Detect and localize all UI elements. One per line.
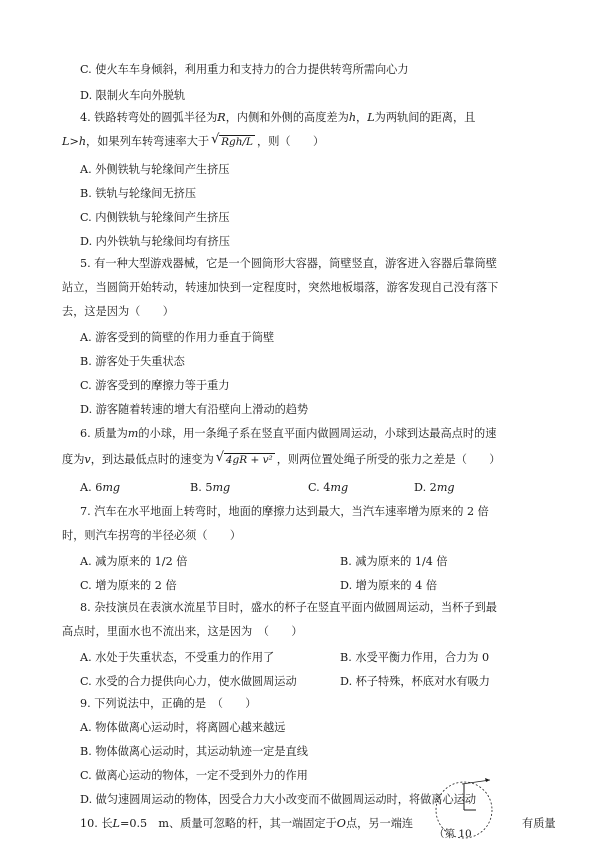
q6-option-c: C. 4mg <box>308 481 349 494</box>
q5-stem-line2: 站立，当圆筒开始转动，转速加快到一定程度时，突然地板塌落，游客发现自己没有落下 <box>62 281 499 294</box>
q5-stem-line3: 去，这是因为（ ） <box>62 305 174 318</box>
q4-option-b: B. 铁轨与轮缘间无挤压 <box>80 187 197 200</box>
sqrt-expression: √ Rgh/L <box>211 132 254 148</box>
q8-option-d: D. 杯子特殊，杯底对水有吸力 <box>340 675 490 688</box>
figure-caption: （第 10 <box>434 828 472 840</box>
q3-option-c: C. 使火车车身倾斜，利用重力和支持力的合力提供转弯所需向心力 <box>80 63 409 76</box>
q9-option-a: A. 物体做离心运动时，将离圆心越来越远 <box>80 721 286 734</box>
q5-option-c: C. 游客受到的摩擦力等于重力 <box>80 379 230 392</box>
q7-option-c: C. 增为原来的 2 倍 <box>80 579 177 592</box>
q8-stem-line1: 8. 杂技演员在表演水流星节目时，盛水的杯子在竖直平面内做圆周运动，当杯子到最 <box>80 601 497 614</box>
q7-stem-line1: 7. 汽车在水平地面上转弯时，地面的摩擦力达到最大，当汽车速率增为原来的 2 倍 <box>80 505 489 518</box>
q8-stem-line2: 高点时，里面水也不流出来，这是因为 （ ） <box>62 625 303 638</box>
q8-option-b: B. 水受平衡力作用，合力为 0 <box>340 651 490 664</box>
q7-option-b: B. 减为原来的 1/4 倍 <box>340 555 448 568</box>
q6-option-a: A. 6mg <box>80 481 121 494</box>
q9-option-d: D. 做匀速圆周运动的物体，因受合力大小改变而不做圆周运动时，将做离心运动 <box>80 793 477 806</box>
q9-stem: 9. 下列说法中，正确的是 （ ） <box>80 697 257 710</box>
arrow-head-icon <box>485 778 490 782</box>
q6-option-d: D. 2mg <box>414 481 455 494</box>
sqrt-expression: √ 4gR + v² <box>215 450 273 466</box>
q4-stem-line2: L>h，如果列车转弯速率大于 √ Rgh/L ，则（ ） <box>62 132 325 148</box>
q5-option-d: D. 游客随着转速的增大有沿壁向上滑动的趋势 <box>80 403 309 416</box>
q7-stem-line2: 时，则汽车拐弯的半径必须（ ） <box>62 529 242 542</box>
q3-option-d: D. 限制火车向外脱轨 <box>80 89 186 102</box>
q6-stem-line2: 度为v，到达最低点时的速变为 √ 4gR + v² ，则两位置处绳子所受的张力之差是（ ） <box>62 450 501 466</box>
q5-option-b: B. 游客处于失重状态 <box>80 355 185 368</box>
q4-option-a: A. 外侧铁轨与轮缘间产生挤压 <box>80 163 230 176</box>
q10-stem-tail: 有质量 <box>522 817 556 830</box>
q5-stem-line1: 5. 有一种大型游戏器械，它是一个圆筒形大容器，筒壁竖直，游客进入容器后靠筒壁 <box>80 257 497 270</box>
q4-option-d: D. 内外铁轨与轮缘间均有挤压 <box>80 235 230 248</box>
q5-option-a: A. 游客受到的筒壁的作用力垂直于筒壁 <box>80 331 275 344</box>
q9-option-c: C. 做离心运动的物体，一定不受到外力的作用 <box>80 769 308 782</box>
q7-option-d: D. 增为原来的 4 倍 <box>340 579 438 592</box>
q4-option-c: C. 内侧铁轨与轮缘间产生挤压 <box>80 211 230 224</box>
q8-option-a: A. 水处于失重状态，不受重力的作用了 <box>80 651 275 664</box>
q6-option-b: B. 5mg <box>190 481 231 494</box>
q8-option-c: C. 水受的合力提供向心力，使水做圆周运动 <box>80 675 297 688</box>
q7-option-a: A. 减为原来的 1/2 倍 <box>80 555 188 568</box>
q6-stem-line1: 6. 质量为m的小球，用一条绳子系在竖直平面内做圆周运动，小球到达最高点时的速 <box>80 427 497 440</box>
q10-stem-line1: 10. 长L=0.5 m、质量可忽略的杆，其一端固定于O点，另一端连 <box>80 817 414 830</box>
q4-stem-line1: 4. 铁路转弯处的圆弧半径为R，内侧和外侧的高度差为h，L为两轨间的距离，且 <box>80 111 476 124</box>
q9-option-b: B. 物体做离心运动时，其运动轨迹一定是直线 <box>80 745 308 758</box>
